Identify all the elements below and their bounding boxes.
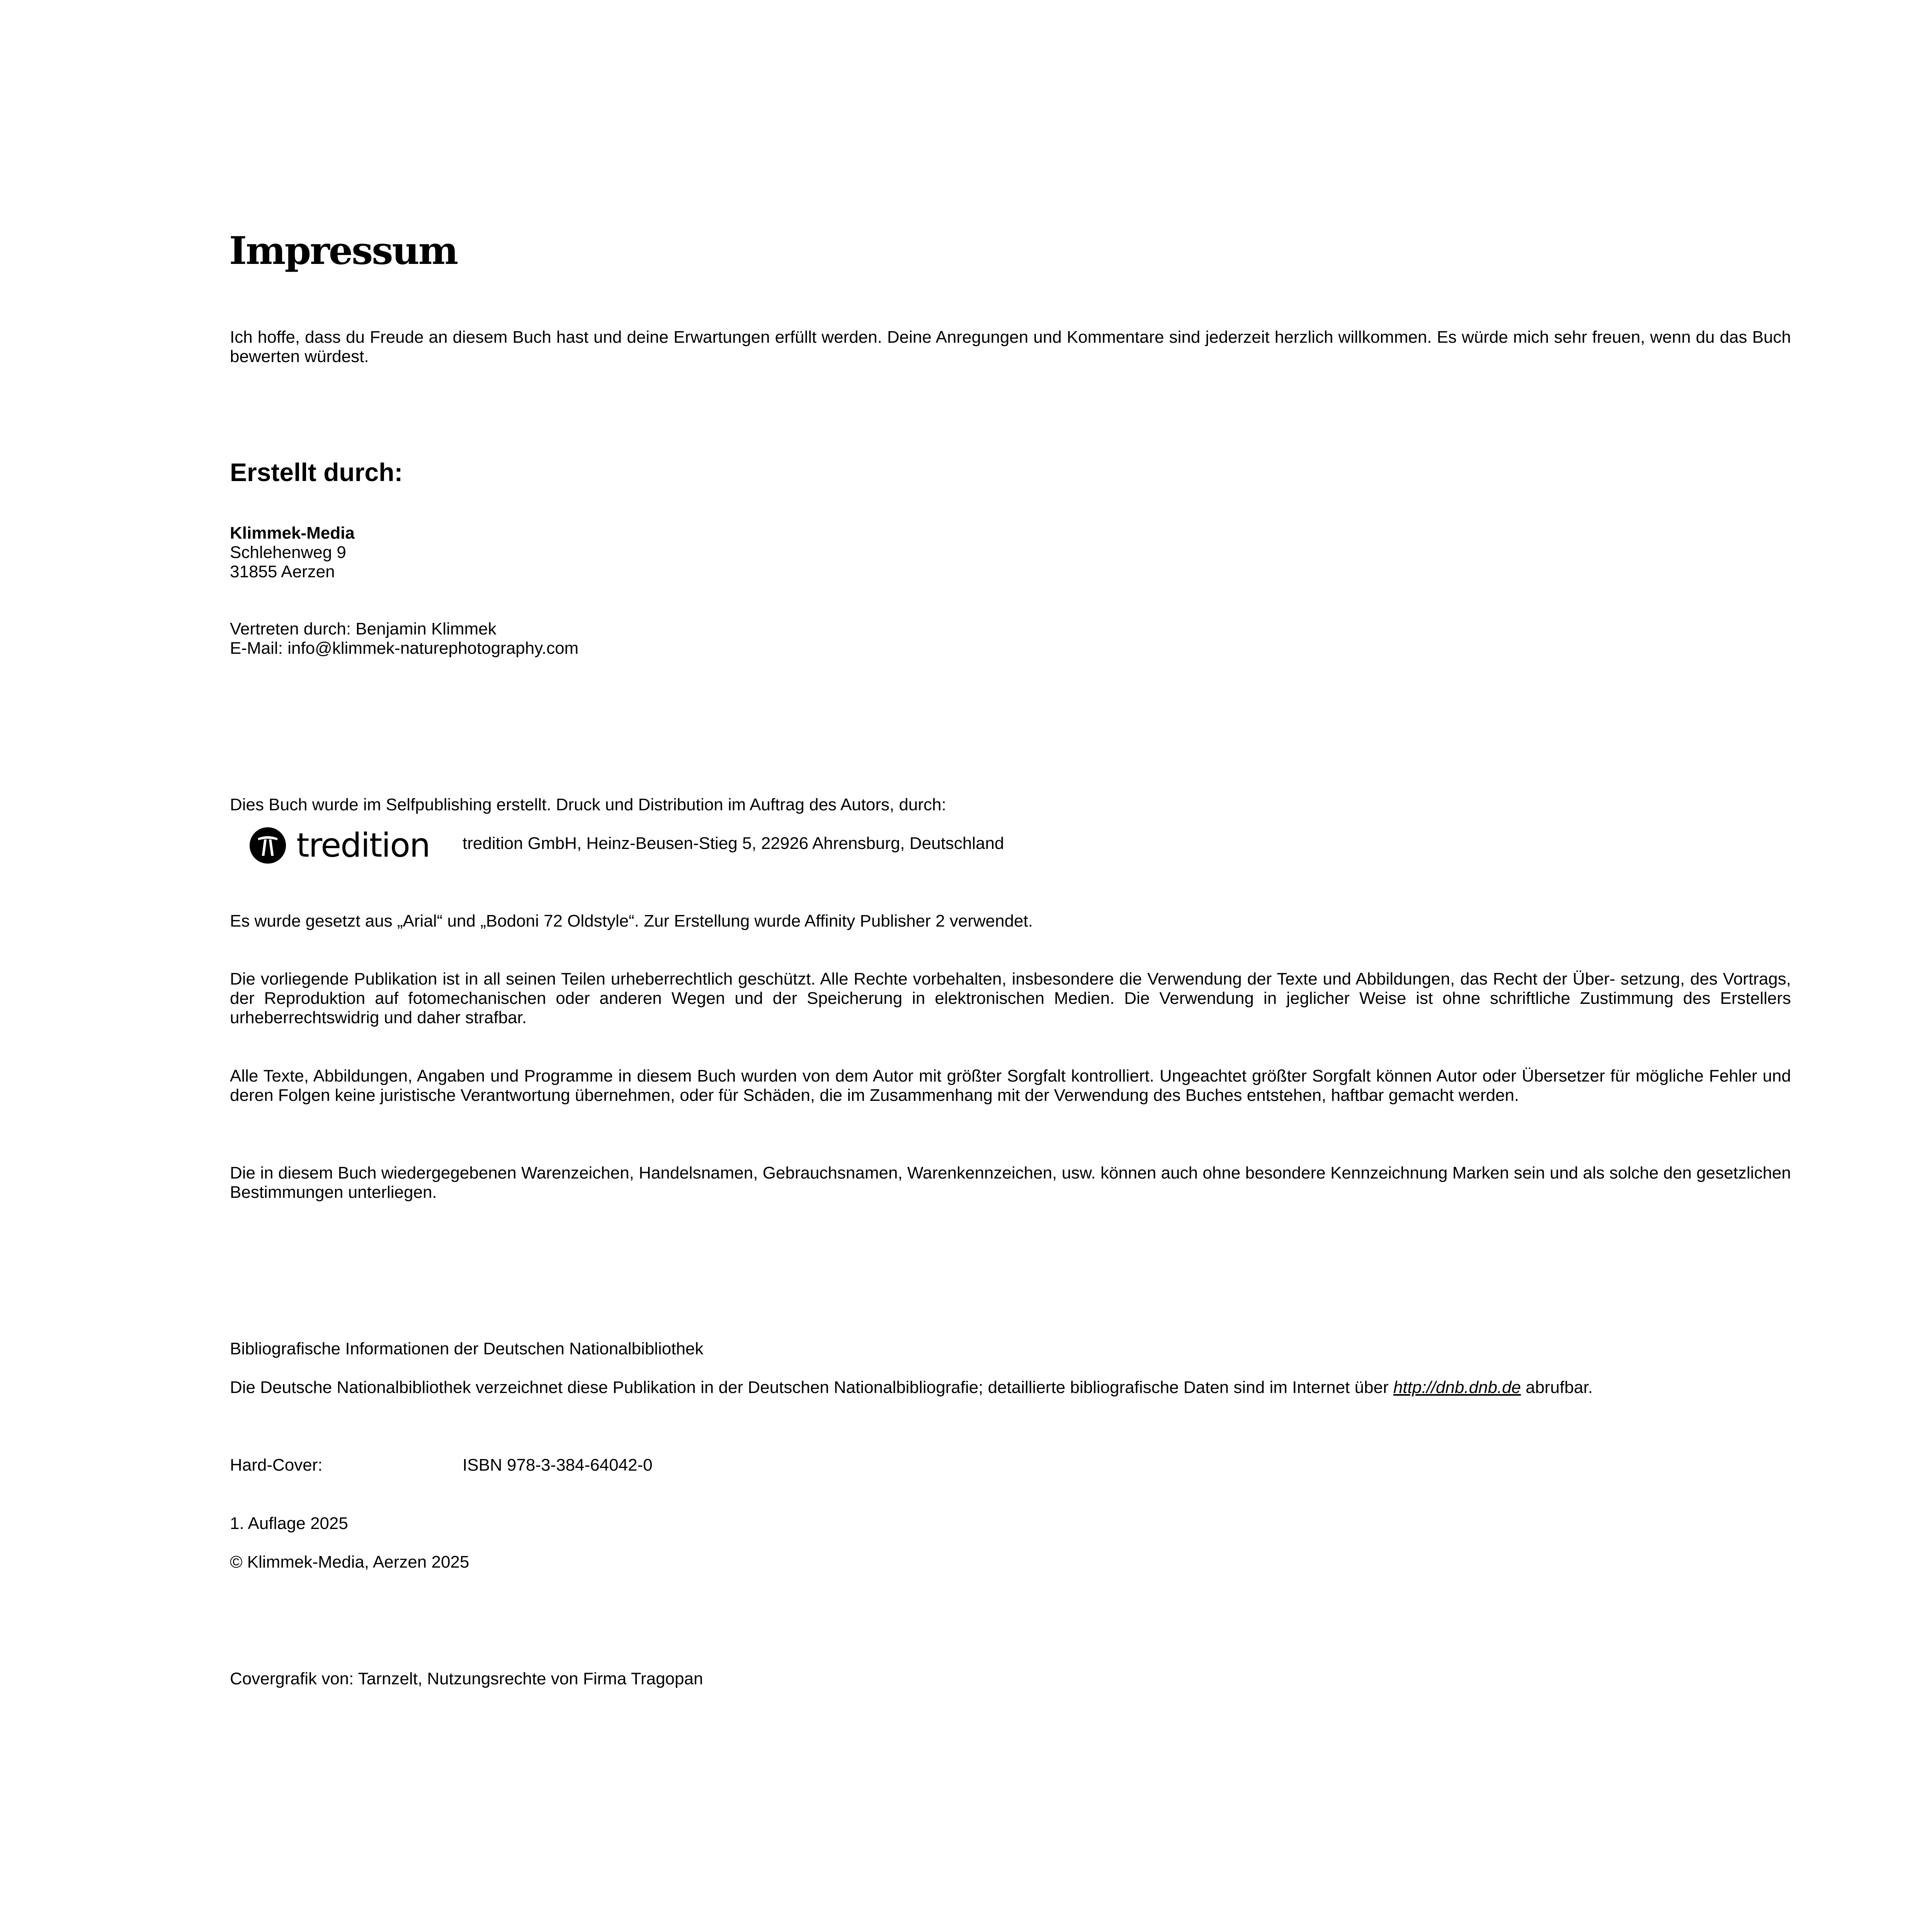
isbn-label: Hard-Cover:	[230, 1456, 323, 1475]
bibliography-heading: Bibliografische Informationen der Deutschen Nationalbibliothek	[230, 1339, 704, 1358]
bibliography-text	[230, 1378, 1791, 1397]
publisher-address: tredition GmbH, Heinz-Beusen-Stieg 5, 22926 Ahrensburg, Deutschland	[463, 834, 1004, 853]
liability-notice: Alle Texte, Abbildungen, Angaben und Programme in diesem Buch wurden von dem Autor mit größter Sorgfalt kontrolliert. Ungeachtet größter Sorgfalt können Autor oder Übersetzer für mögliche Fehler und deren Folgen keine juristische Verantwortung übernehmen, oder für Schäden, die im Zusammenhang mit der Verwendung des Buches entstehen, haftbar gemacht werden.	[230, 1066, 1791, 1105]
dnb-link[interactable]: http://dnb.dnb.de	[1393, 1378, 1521, 1397]
page-title: Impressum	[229, 229, 457, 273]
tredition-logo-icon	[249, 827, 286, 864]
creator-heading: Erstellt durch:	[230, 458, 403, 486]
publishing-note: Dies Buch wurde im Selfpublishing erstellt. Druck und Distribution im Auftrag des Autors, durch:	[230, 795, 946, 814]
creator-contact	[230, 619, 1791, 658]
typeset-note: Es wurde gesetzt aus „Arial“ und „Bodoni 72 Oldstyle“. Zur Erstellung wurde Affinity Publisher 2 verwendet.	[230, 912, 1033, 930]
publisher-logo	[249, 824, 430, 867]
bibliography-text-after: abrufbar.	[1521, 1378, 1593, 1397]
representative-text: Vertreten durch: Benjamin Klimmek	[230, 619, 497, 638]
copyright-line: © Klimmek-Media, Aerzen 2025	[230, 1553, 469, 1571]
creator-name: Klimmek-Media	[230, 524, 355, 543]
copyright-notice: Die vorliegende Publikation ist in all seinen Teilen urheberrechtlich geschützt. Alle Rechte vorbehalten, insbesondere die Verwendung der Texte und Abbildungen, das Recht der Über- setzung, des Vortrags, der Reproduktion auf fotomechanischen oder anderen Wegen und der Speicherung in elektronischen Medien. Die Verwendung in jeglicher Weise ist ohne schriftliche Zustimmung des Erstellers urheberrechtswidrig und daher strafbar.	[230, 969, 1791, 1027]
cover-credit: Covergrafik von: Tarnzelt, Nutzungsrechte von Firma Tragopan	[230, 1669, 703, 1688]
bibliography-text-before: Die Deutsche Nationalbibliothek verzeichnet diese Publikation in der Deutschen Nationalbibliografie; detaillierte bibliografische Daten sind im Internet über	[230, 1378, 1393, 1397]
creator-street: Schlehenweg 9	[230, 543, 346, 562]
isbn-value: ISBN 978-3-384-64042-0	[463, 1456, 653, 1475]
intro-paragraph: Ich hoffe, dass du Freude an diesem Buch hast und deine Erwartungen erfüllt werden. Deine Anregungen und Kommentare sind jederzeit herzlich willkommen. Es würde mich sehr freuen, wenn du das Buch bewerten würdest.	[230, 328, 1791, 366]
trademark-notice: Die in diesem Buch wiedergegebenen Warenzeichen, Handelsnamen, Gebrauchsnamen, Warenkennzeichen, usw. können auch ohne besondere Kennzeichnung Marken sein und als solche den gesetzlichen Bestimmungen unterliegen.	[230, 1163, 1791, 1202]
edition-text: 1. Auflage 2025	[230, 1514, 348, 1533]
creator-address	[230, 524, 1791, 582]
publisher-logo-text: tredition	[296, 826, 430, 865]
creator-city: 31855 Aerzen	[230, 562, 335, 581]
email-text: E-Mail: info@klimmek-naturephotography.com	[230, 639, 579, 658]
